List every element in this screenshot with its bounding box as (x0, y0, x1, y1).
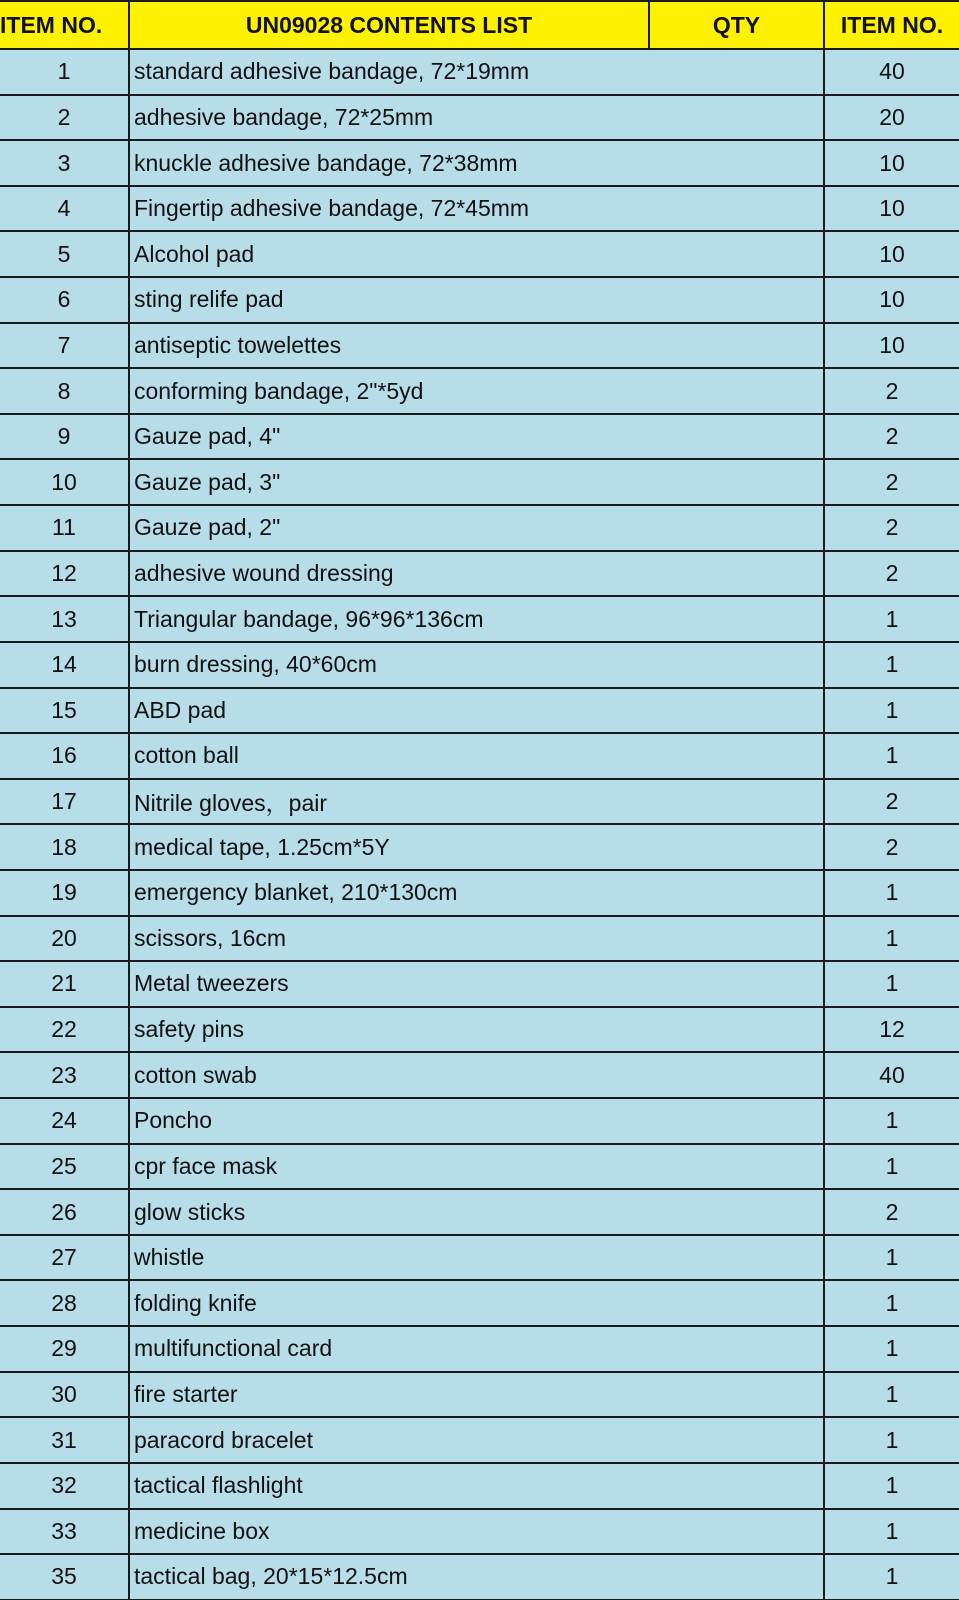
item-number-cell: 29 (0, 1327, 130, 1373)
item-description-cell: emergency blanket, 210*130cm (130, 871, 825, 917)
item-description-cell: cotton ball (130, 734, 825, 780)
item-description-cell: tactical bag, 20*15*12.5cm (130, 1555, 825, 1600)
item-description-cell: Poncho (130, 1099, 825, 1145)
item-description-cell: adhesive wound dressing (130, 552, 825, 598)
item-number-cell: 7 (0, 324, 130, 370)
item-description-cell: Gauze pad, 4" (130, 415, 825, 461)
item-qty-cell: 1 (825, 643, 959, 689)
item-qty-cell: 1 (825, 1327, 959, 1373)
header-qty: QTY (650, 0, 825, 50)
item-qty-cell: 2 (825, 780, 959, 826)
item-qty-cell: 1 (825, 962, 959, 1008)
item-qty-cell: 1 (825, 1555, 959, 1600)
item-number-cell: 1 (0, 50, 130, 96)
item-number-cell: 9 (0, 415, 130, 461)
item-description-cell: Gauze pad, 3" (130, 460, 825, 506)
item-description-cell: medicine box (130, 1510, 825, 1556)
item-description-cell: conforming bandage, 2"*5yd (130, 369, 825, 415)
item-number-cell: 32 (0, 1464, 130, 1510)
item-description-cell: Gauze pad, 2" (130, 506, 825, 552)
item-number-cell: 26 (0, 1190, 130, 1236)
item-qty-cell: 2 (825, 460, 959, 506)
item-description-cell: knuckle adhesive bandage, 72*38mm (130, 141, 825, 187)
item-qty-cell: 10 (825, 141, 959, 187)
item-number-cell: 33 (0, 1510, 130, 1556)
item-qty-cell: 1 (825, 1281, 959, 1327)
item-number-cell: 18 (0, 825, 130, 871)
item-qty-cell: 2 (825, 415, 959, 461)
item-description-cell: scissors, 16cm (130, 917, 825, 963)
item-number-cell: 17 (0, 780, 130, 826)
item-qty-cell: 10 (825, 278, 959, 324)
item-description-cell: adhesive bandage, 72*25mm (130, 96, 825, 142)
item-description-cell: fire starter (130, 1373, 825, 1419)
item-number-cell: 25 (0, 1145, 130, 1191)
item-number-cell: 12 (0, 552, 130, 598)
item-number-cell: 3 (0, 141, 130, 187)
item-qty-cell: 10 (825, 187, 959, 233)
item-qty-cell: 1 (825, 734, 959, 780)
item-qty-cell: 1 (825, 917, 959, 963)
item-description-cell: Alcohol pad (130, 232, 825, 278)
item-description-cell: burn dressing, 40*60cm (130, 643, 825, 689)
item-qty-cell: 12 (825, 1008, 959, 1054)
item-number-cell: 20 (0, 917, 130, 963)
item-description-cell: sting relife pad (130, 278, 825, 324)
item-number-cell: 15 (0, 689, 130, 735)
item-qty-cell: 10 (825, 324, 959, 370)
item-number-cell: 8 (0, 369, 130, 415)
item-description-cell: Metal tweezers (130, 962, 825, 1008)
item-qty-cell: 1 (825, 1145, 959, 1191)
item-qty-cell: 1 (825, 1236, 959, 1282)
item-description-cell: cotton swab (130, 1053, 825, 1099)
item-qty-cell: 1 (825, 1510, 959, 1556)
item-description-cell: cpr face mask (130, 1145, 825, 1191)
item-qty-cell: 1 (825, 1099, 959, 1145)
item-qty-cell: 1 (825, 871, 959, 917)
item-number-cell: 23 (0, 1053, 130, 1099)
item-number-cell: 30 (0, 1373, 130, 1419)
item-qty-cell: 40 (825, 50, 959, 96)
item-number-cell: 2 (0, 96, 130, 142)
item-description-cell: whistle (130, 1236, 825, 1282)
item-description-cell: antiseptic towelettes (130, 324, 825, 370)
item-number-cell: 6 (0, 278, 130, 324)
item-description-cell: standard adhesive bandage, 72*19mm (130, 50, 825, 96)
item-number-cell: 27 (0, 1236, 130, 1282)
item-qty-cell: 1 (825, 1418, 959, 1464)
item-qty-cell: 40 (825, 1053, 959, 1099)
header-item-no-right: ITEM NO. (825, 0, 959, 50)
item-number-cell: 22 (0, 1008, 130, 1054)
item-number-cell: 5 (0, 232, 130, 278)
item-qty-cell: 2 (825, 552, 959, 598)
item-number-cell: 35 (0, 1555, 130, 1600)
item-number-cell: 28 (0, 1281, 130, 1327)
item-description-cell: safety pins (130, 1008, 825, 1054)
item-qty-cell: 2 (825, 506, 959, 552)
item-description-cell: multifunctional card (130, 1327, 825, 1373)
item-description-cell: paracord bracelet (130, 1418, 825, 1464)
item-qty-cell: 1 (825, 689, 959, 735)
item-number-cell: 21 (0, 962, 130, 1008)
item-number-cell: 19 (0, 871, 130, 917)
item-number-cell: 10 (0, 460, 130, 506)
item-description-cell: glow sticks (130, 1190, 825, 1236)
item-qty-cell: 2 (825, 1190, 959, 1236)
item-description-cell: Triangular bandage, 96*96*136cm (130, 597, 825, 643)
item-number-cell: 4 (0, 187, 130, 233)
header-item-no: ITEM NO. (0, 0, 130, 50)
item-qty-cell: 20 (825, 96, 959, 142)
item-number-cell: 14 (0, 643, 130, 689)
item-description-cell: Fingertip adhesive bandage, 72*45mm (130, 187, 825, 233)
item-number-cell: 13 (0, 597, 130, 643)
item-number-cell: 11 (0, 506, 130, 552)
item-qty-cell: 10 (825, 232, 959, 278)
item-number-cell: 16 (0, 734, 130, 780)
item-qty-cell: 2 (825, 825, 959, 871)
item-qty-cell: 1 (825, 1373, 959, 1419)
item-description-cell: Nitrile gloves，pair (130, 780, 825, 826)
item-description-cell: medical tape, 1.25cm*5Y (130, 825, 825, 871)
item-qty-cell: 1 (825, 597, 959, 643)
item-qty-cell: 1 (825, 1464, 959, 1510)
item-description-cell: tactical flashlight (130, 1464, 825, 1510)
item-number-cell: 31 (0, 1418, 130, 1464)
item-description-cell: ABD pad (130, 689, 825, 735)
item-qty-cell: 2 (825, 369, 959, 415)
header-contents-list: UN09028 CONTENTS LIST (130, 0, 650, 50)
item-description-cell: folding knife (130, 1281, 825, 1327)
item-number-cell: 24 (0, 1099, 130, 1145)
